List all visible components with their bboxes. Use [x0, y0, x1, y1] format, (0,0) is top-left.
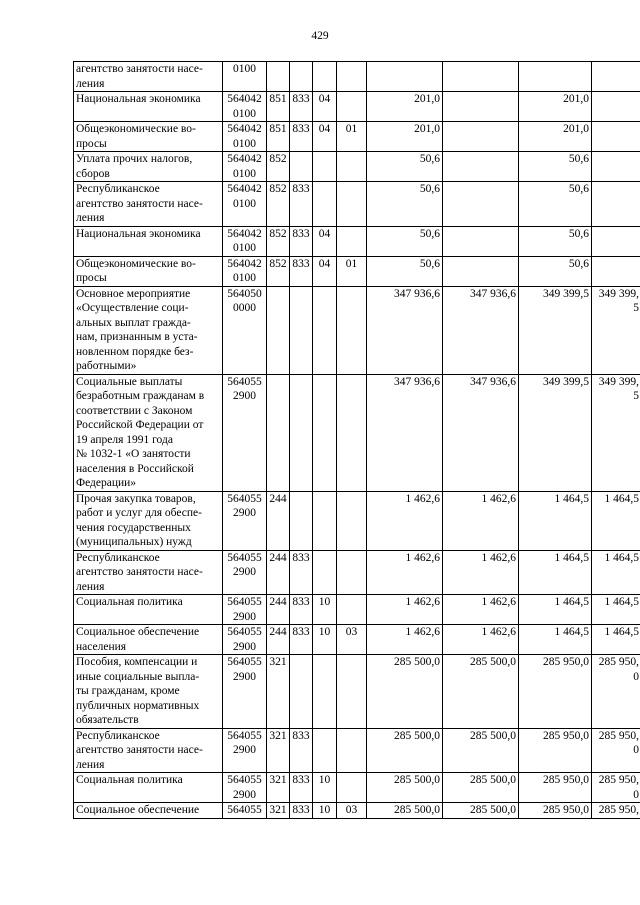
table-row	[74, 728, 640, 773]
row-name-cell: Пособия, компенсации и иные социальные выпла- ты гражданам, кроме публичных нормативных обязательств	[74, 655, 223, 729]
section-cell	[313, 655, 337, 729]
table-row	[74, 625, 640, 655]
amount-year2-subvention-cell: 1 464,5	[592, 625, 640, 655]
row-name-cell: Основное мероприятие «Осуществление соци- альных выплат гражда- нам, признанным в уста- новленном порядке без- работными»	[74, 286, 223, 374]
amount-year2-subvention-cell: 349 399, 5	[592, 374, 640, 491]
amount-year2-subvention-cell: 285 950,	[592, 803, 640, 819]
row-name-cell: Национальная экономика	[74, 226, 223, 256]
amount-year2-total-cell: 201,0	[519, 122, 592, 152]
row-name-cell: Социальная политика	[74, 773, 223, 803]
expense-type-cell: 244	[267, 491, 290, 550]
subsection-cell	[337, 62, 367, 92]
amount-year2-total-cell: 50,6	[519, 226, 592, 256]
section-cell	[313, 374, 337, 491]
administrator-cell: 833	[290, 773, 313, 803]
amount-year2-total-cell: 285 950,0	[519, 773, 592, 803]
section-cell	[313, 550, 337, 595]
amount-year2-total-cell: 285 950,0	[519, 728, 592, 773]
target-article-cell: 564055 2900	[223, 773, 267, 803]
table-row	[74, 226, 640, 256]
amount-year1-total-cell: 201,0	[367, 92, 443, 122]
expense-type-cell: 851	[267, 92, 290, 122]
expense-type-cell: 851	[267, 122, 290, 152]
row-name-cell: Социальные выплаты безработным гражданам в соответствии с Законом Российской Федерации от 19 апреля 1991 года № 1032-1 «О занятости населения в Российской Федерации»	[74, 374, 223, 491]
row-name-cell: Общеэкономические во- просы	[74, 122, 223, 152]
administrator-cell: 833	[290, 92, 313, 122]
target-article-cell: 564055 2900	[223, 550, 267, 595]
subsection-cell	[337, 286, 367, 374]
target-article-cell: 564055 2900	[223, 595, 267, 625]
table-row	[74, 773, 640, 803]
amount-year1-total-cell: 1 462,6	[367, 550, 443, 595]
section-cell: 04	[313, 122, 337, 152]
administrator-cell	[290, 62, 313, 92]
amount-year1-subvention-cell	[443, 182, 519, 227]
amount-year2-total-cell: 201,0	[519, 92, 592, 122]
target-article-cell: 564042 0100	[223, 256, 267, 286]
amount-year2-total-cell: 50,6	[519, 256, 592, 286]
section-cell	[313, 286, 337, 374]
amount-year1-subvention-cell: 347 936,6	[443, 374, 519, 491]
row-name-cell: Национальная экономика	[74, 92, 223, 122]
amount-year1-subvention-cell	[443, 62, 519, 92]
amount-year2-subvention-cell: 285 950, 0	[592, 655, 640, 729]
target-article-cell: 564050 0000	[223, 286, 267, 374]
administrator-cell: 833	[290, 256, 313, 286]
amount-year2-total-cell: 349 399,5	[519, 286, 592, 374]
row-name-cell: Социальное обеспечение	[74, 803, 223, 819]
expense-type-cell: 244	[267, 595, 290, 625]
amount-year2-total-cell: 1 464,5	[519, 625, 592, 655]
amount-year2-subvention-cell	[592, 92, 640, 122]
subsection-cell	[337, 226, 367, 256]
subsection-cell: 01	[337, 122, 367, 152]
amount-year1-subvention-cell: 1 462,6	[443, 491, 519, 550]
table-row	[74, 803, 640, 819]
amount-year2-subvention-cell: 1 464,5	[592, 595, 640, 625]
expense-type-cell: 244	[267, 625, 290, 655]
administrator-cell	[290, 152, 313, 182]
section-cell	[313, 182, 337, 227]
table-row	[74, 62, 640, 92]
amount-year1-subvention-cell	[443, 122, 519, 152]
subsection-cell: 03	[337, 803, 367, 819]
row-name-cell: Республиканское агентство занятости насе- ления	[74, 550, 223, 595]
amount-year1-subvention-cell: 347 936,6	[443, 286, 519, 374]
subsection-cell	[337, 374, 367, 491]
amount-year1-total-cell: 50,6	[367, 152, 443, 182]
target-article-cell: 564055	[223, 803, 267, 819]
target-article-cell: 564042 0100	[223, 122, 267, 152]
target-article-cell: 564055 2900	[223, 655, 267, 729]
amount-year2-subvention-cell: 349 399, 5	[592, 286, 640, 374]
amount-year2-total-cell: 50,6	[519, 182, 592, 227]
amount-year1-subvention-cell: 285 500,0	[443, 728, 519, 773]
target-article-cell: 564055 2900	[223, 374, 267, 491]
subsection-cell: 03	[337, 625, 367, 655]
amount-year2-total-cell: 285 950,0	[519, 803, 592, 819]
amount-year2-subvention-cell	[592, 256, 640, 286]
table-row	[74, 374, 640, 491]
expense-type-cell: 852	[267, 226, 290, 256]
expense-type-cell: 852	[267, 182, 290, 227]
expense-type-cell	[267, 62, 290, 92]
subsection-cell: 01	[337, 256, 367, 286]
amount-year1-subvention-cell: 1 462,6	[443, 625, 519, 655]
administrator-cell: 833	[290, 625, 313, 655]
administrator-cell: 833	[290, 728, 313, 773]
row-name-cell: Уплата прочих налогов, сборов	[74, 152, 223, 182]
subsection-cell	[337, 182, 367, 227]
section-cell: 04	[313, 226, 337, 256]
amount-year1-total-cell	[367, 62, 443, 92]
amount-year2-total-cell: 50,6	[519, 152, 592, 182]
row-name-cell: агентство занятости насе- ления	[74, 62, 223, 92]
amount-year1-subvention-cell	[443, 256, 519, 286]
target-article-cell: 564055 2900	[223, 728, 267, 773]
subsection-cell	[337, 550, 367, 595]
row-name-cell: Республиканское агентство занятости насе- ления	[74, 182, 223, 227]
target-article-cell: 564055 2900	[223, 625, 267, 655]
section-cell: 10	[313, 773, 337, 803]
subsection-cell	[337, 92, 367, 122]
table-row	[74, 286, 640, 374]
administrator-cell: 833	[290, 595, 313, 625]
row-name-cell: Республиканское агентство занятости насе- ления	[74, 728, 223, 773]
table-row	[74, 256, 640, 286]
row-name-cell: Общеэкономические во- просы	[74, 256, 223, 286]
table-row	[74, 550, 640, 595]
expense-type-cell: 321	[267, 803, 290, 819]
amount-year1-total-cell: 1 462,6	[367, 625, 443, 655]
table-row	[74, 491, 640, 550]
row-name-cell: Прочая закупка товаров, работ и услуг для обеспе- чения государственных (муниципальных) нужд	[74, 491, 223, 550]
amount-year1-subvention-cell: 1 462,6	[443, 595, 519, 625]
subsection-cell	[337, 491, 367, 550]
subsection-cell	[337, 728, 367, 773]
amount-year2-subvention-cell	[592, 182, 640, 227]
amount-year2-total-cell: 1 464,5	[519, 595, 592, 625]
section-cell: 04	[313, 256, 337, 286]
table-row	[74, 152, 640, 182]
expense-type-cell	[267, 286, 290, 374]
table-row	[74, 182, 640, 227]
administrator-cell	[290, 491, 313, 550]
section-cell: 04	[313, 92, 337, 122]
amount-year1-subvention-cell: 285 500,0	[443, 773, 519, 803]
amount-year1-subvention-cell	[443, 226, 519, 256]
table-body	[74, 62, 640, 819]
row-name-cell: Социальное обеспечение населения	[74, 625, 223, 655]
section-cell	[313, 491, 337, 550]
administrator-cell: 833	[290, 803, 313, 819]
target-article-cell: 564055 2900	[223, 491, 267, 550]
amount-year1-total-cell: 201,0	[367, 122, 443, 152]
subsection-cell	[337, 655, 367, 729]
amount-year1-subvention-cell: 285 500,0	[443, 655, 519, 729]
amount-year1-total-cell: 1 462,6	[367, 491, 443, 550]
subsection-cell	[337, 152, 367, 182]
table-row	[74, 92, 640, 122]
expense-type-cell	[267, 374, 290, 491]
administrator-cell: 833	[290, 226, 313, 256]
amount-year1-subvention-cell	[443, 92, 519, 122]
amount-year1-total-cell: 347 936,6	[367, 374, 443, 491]
table-row	[74, 595, 640, 625]
administrator-cell: 833	[290, 122, 313, 152]
administrator-cell	[290, 374, 313, 491]
amount-year2-total-cell	[519, 62, 592, 92]
row-name-cell: Социальная политика	[74, 595, 223, 625]
amount-year1-subvention-cell: 285 500,0	[443, 803, 519, 819]
section-cell: 10	[313, 625, 337, 655]
table-row	[74, 122, 640, 152]
amount-year1-total-cell: 285 500,0	[367, 728, 443, 773]
section-cell	[313, 728, 337, 773]
amount-year2-total-cell: 349 399,5	[519, 374, 592, 491]
amount-year2-subvention-cell	[592, 62, 640, 92]
amount-year1-total-cell: 1 462,6	[367, 595, 443, 625]
amount-year1-total-cell: 50,6	[367, 226, 443, 256]
amount-year1-subvention-cell	[443, 152, 519, 182]
amount-year1-subvention-cell: 1 462,6	[443, 550, 519, 595]
expense-type-cell: 321	[267, 728, 290, 773]
target-article-cell: 564042 0100	[223, 182, 267, 227]
amount-year2-total-cell: 285 950,0	[519, 655, 592, 729]
administrator-cell	[290, 655, 313, 729]
target-article-cell: 564042 0100	[223, 92, 267, 122]
amount-year2-subvention-cell	[592, 226, 640, 256]
section-cell: 10	[313, 595, 337, 625]
amount-year1-total-cell: 285 500,0	[367, 773, 443, 803]
amount-year2-subvention-cell: 1 464,5	[592, 550, 640, 595]
expense-type-cell: 852	[267, 152, 290, 182]
page-number: 429	[311, 30, 329, 42]
amount-year2-total-cell: 1 464,5	[519, 550, 592, 595]
amount-year2-subvention-cell	[592, 152, 640, 182]
amount-year1-total-cell: 285 500,0	[367, 655, 443, 729]
amount-year2-subvention-cell: 285 950, 0	[592, 773, 640, 803]
amount-year1-total-cell: 50,6	[367, 182, 443, 227]
target-article-cell: 564042 0100	[223, 226, 267, 256]
amount-year1-total-cell: 285 500,0	[367, 803, 443, 819]
amount-year2-subvention-cell: 285 950, 0	[592, 728, 640, 773]
target-article-cell: 564042 0100	[223, 152, 267, 182]
expense-type-cell: 321	[267, 773, 290, 803]
amount-year1-total-cell: 347 936,6	[367, 286, 443, 374]
amount-year1-total-cell: 50,6	[367, 256, 443, 286]
section-cell	[313, 152, 337, 182]
expense-type-cell: 852	[267, 256, 290, 286]
budget-table	[73, 61, 640, 819]
administrator-cell: 833	[290, 182, 313, 227]
subsection-cell	[337, 595, 367, 625]
administrator-cell	[290, 286, 313, 374]
amount-year2-subvention-cell	[592, 122, 640, 152]
table-row	[74, 655, 640, 729]
section-cell: 10	[313, 803, 337, 819]
section-cell	[313, 62, 337, 92]
subsection-cell	[337, 773, 367, 803]
amount-year2-subvention-cell: 1 464,5	[592, 491, 640, 550]
expense-type-cell: 244	[267, 550, 290, 595]
amount-year2-total-cell: 1 464,5	[519, 491, 592, 550]
target-article-cell: 0100	[223, 62, 267, 92]
administrator-cell: 833	[290, 550, 313, 595]
expense-type-cell: 321	[267, 655, 290, 729]
